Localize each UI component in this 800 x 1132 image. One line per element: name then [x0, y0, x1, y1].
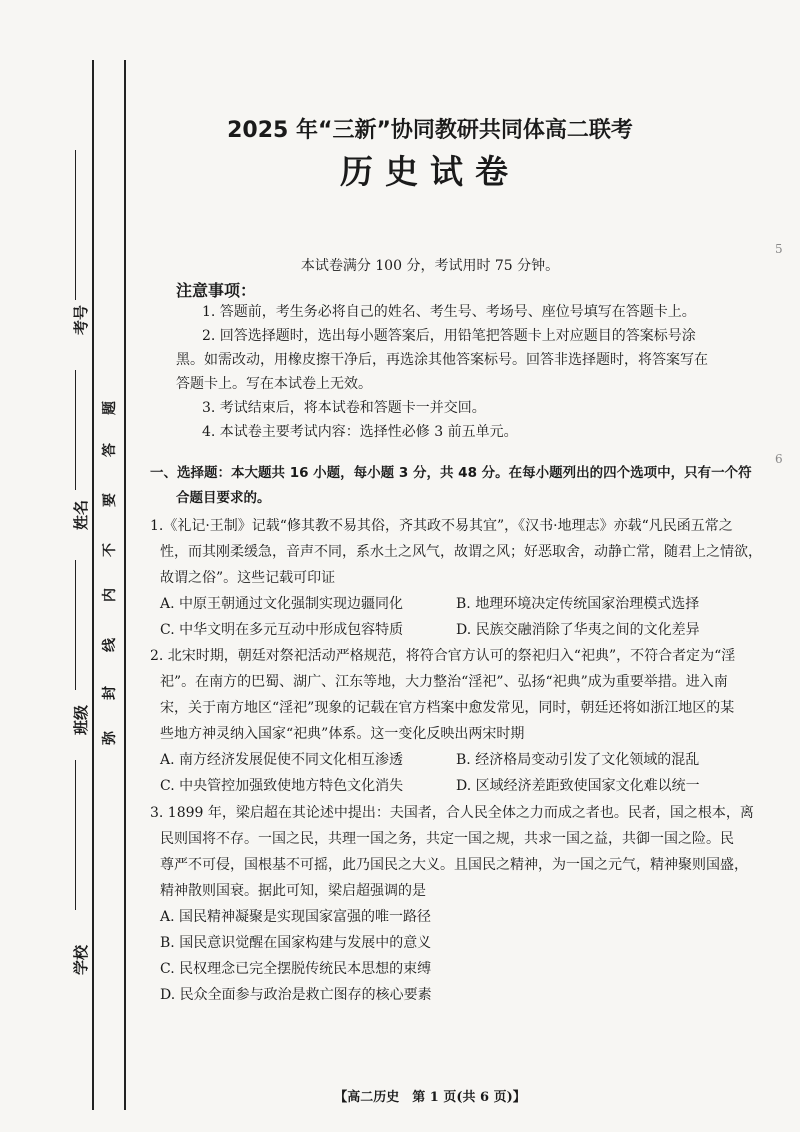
- q3-option-d: D. 民众全面参与政治是救亡图存的核心要素: [160, 987, 432, 1003]
- q2-stem: 宋，关于南方地区“淫祀”现象的记载在官方档案中愈发常见，同时，朝廷还将如浙江地区的某: [160, 700, 735, 716]
- q3-stem: 民则国将不存。一国之民，共理一国之务，共定一国之规，共求一国之益，共御一国之险。民: [160, 831, 734, 847]
- seal-char: 要: [102, 493, 118, 507]
- seal-char: 弥: [102, 731, 118, 745]
- q3-option-a: A. 国民精神凝聚是实现国家富强的唯一路径: [160, 909, 432, 925]
- q3-option-c: C. 民权理念已完全摆脱传统民本思想的束缚: [160, 961, 432, 977]
- q2-option-b: B. 经济格局变动引发了文化领域的混乱: [456, 752, 700, 768]
- edge-mark: 6: [775, 452, 783, 466]
- binding-line-inner: [124, 60, 126, 1110]
- school-underline: [75, 760, 76, 910]
- q3-stem: 精神散则国衰。据此可知，梁启超强调的是: [160, 883, 426, 899]
- paper-subtitle: 历史试卷: [340, 152, 520, 191]
- seal-char: 题: [102, 401, 118, 415]
- notice-line: 3. 考试结束后，将本试卷和答题卡一并交回。: [202, 400, 486, 416]
- q1-stem: 1.《礼记·王制》记载“修其教不易其俗，齐其政不易其宜”，《汉书·地理志》亦载“凡民函五常之: [150, 518, 733, 534]
- school-label: 学校: [72, 944, 90, 975]
- section-header-cont: 合题目要求的。: [176, 490, 271, 506]
- page-footer: 【高二历史 第 1 页(共 6 页)】: [334, 1090, 526, 1105]
- q1-option-b: B. 地理环境决定传统国家治理模式选择: [456, 596, 700, 612]
- seal-char: 不: [102, 543, 118, 557]
- exam-no-underline: [75, 150, 76, 300]
- q1-option-c: C. 中华文明在多元互动中形成包容特质: [160, 622, 404, 638]
- section-header: 一、选择题：本大题共 16 小题，每小题 3 分，共 48 分。在每小题列出的四个选项中，只有一个符: [150, 465, 752, 481]
- q2-option-d: D. 区域经济差距致使国家文化难以统一: [456, 778, 700, 794]
- notice-line: 1. 答题前，考生务必将自己的姓名、考生号、考场号、座位号填写在答题卡上。: [202, 304, 696, 320]
- q2-stem: 2. 北宋时期，朝廷对祭祀活动严格规范，将符合官方认可的祭祀归入“祀典”，不符合者定为“淫: [150, 648, 736, 664]
- seal-char: 线: [102, 638, 118, 652]
- q3-stem: 尊严不可侵，国根基不可摇，此乃国民之大义。且国民之精神，为一国之元气，精神聚则国盛，: [160, 857, 748, 873]
- notice-line: 4. 本试卷主要考试内容：选择性必修 3 前五单元。: [202, 424, 518, 440]
- q3-stem: 3. 1899 年，梁启超在其论述中提出：夫国者，合人民全体之力而成之者也。民者，国之根本，离: [150, 805, 754, 821]
- q3-option-b: B. 国民意识觉醒在国家构建与发展中的意义: [160, 935, 432, 951]
- notice-line: 答题卡上。写在本试卷上无效。: [176, 376, 372, 392]
- q1-stem: 性，而其刚柔缓急，音声不同，系水土之风气，故谓之风；好恶取舍，动静亡常，随君上之情欲，: [160, 544, 762, 560]
- seal-char: 封: [102, 686, 118, 700]
- edge-mark: 5: [775, 242, 783, 256]
- q1-option-d: D. 民族交融消除了华夷之间的文化差异: [456, 622, 700, 638]
- seal-char: 答: [102, 443, 118, 457]
- notice-heading: 注意事项：: [176, 281, 257, 300]
- q2-stem: 祀”。在南方的巴蜀、湖广、江东等地，大力整治“淫祀”、弘扬“祀典”成为重要举措。进入南: [160, 674, 728, 690]
- notice-line: 2. 回答选择题时，选出每小题答案后，用铅笔把答题卡上对应题目的答案标号涂: [202, 328, 696, 344]
- notice-line: 黑。如需改动，用橡皮擦干净后，再选涂其他答案标号。回答非选择题时，将答案写在: [176, 352, 708, 368]
- exam-intro: 本试卷满分 100 分，考试用时 75 分钟。: [300, 258, 560, 274]
- q2-option-c: C. 中央管控加强致使地方特色文化消失: [160, 778, 404, 794]
- class-label: 班级: [72, 704, 90, 735]
- q1-stem: 故谓之俗”。这些记载可印证: [160, 570, 336, 586]
- seal-char: 内: [102, 588, 118, 602]
- q2-stem: 些地方神灵纳入国家“祀典”体系。这一变化反映出两宋时期: [160, 726, 525, 742]
- name-underline: [75, 370, 76, 490]
- class-underline: [75, 560, 76, 690]
- q2-option-a: A. 南方经济发展促使不同文化相互渗透: [160, 752, 404, 768]
- exam-no-label: 考号: [72, 304, 90, 335]
- q1-option-a: A. 中原王朝通过文化强制实现边疆同化: [160, 596, 404, 612]
- exam-title: 2025 年“三新”协同教研共同体高二联考: [227, 118, 633, 143]
- name-label: 姓名: [72, 499, 90, 530]
- binding-line-outer: [92, 60, 94, 1110]
